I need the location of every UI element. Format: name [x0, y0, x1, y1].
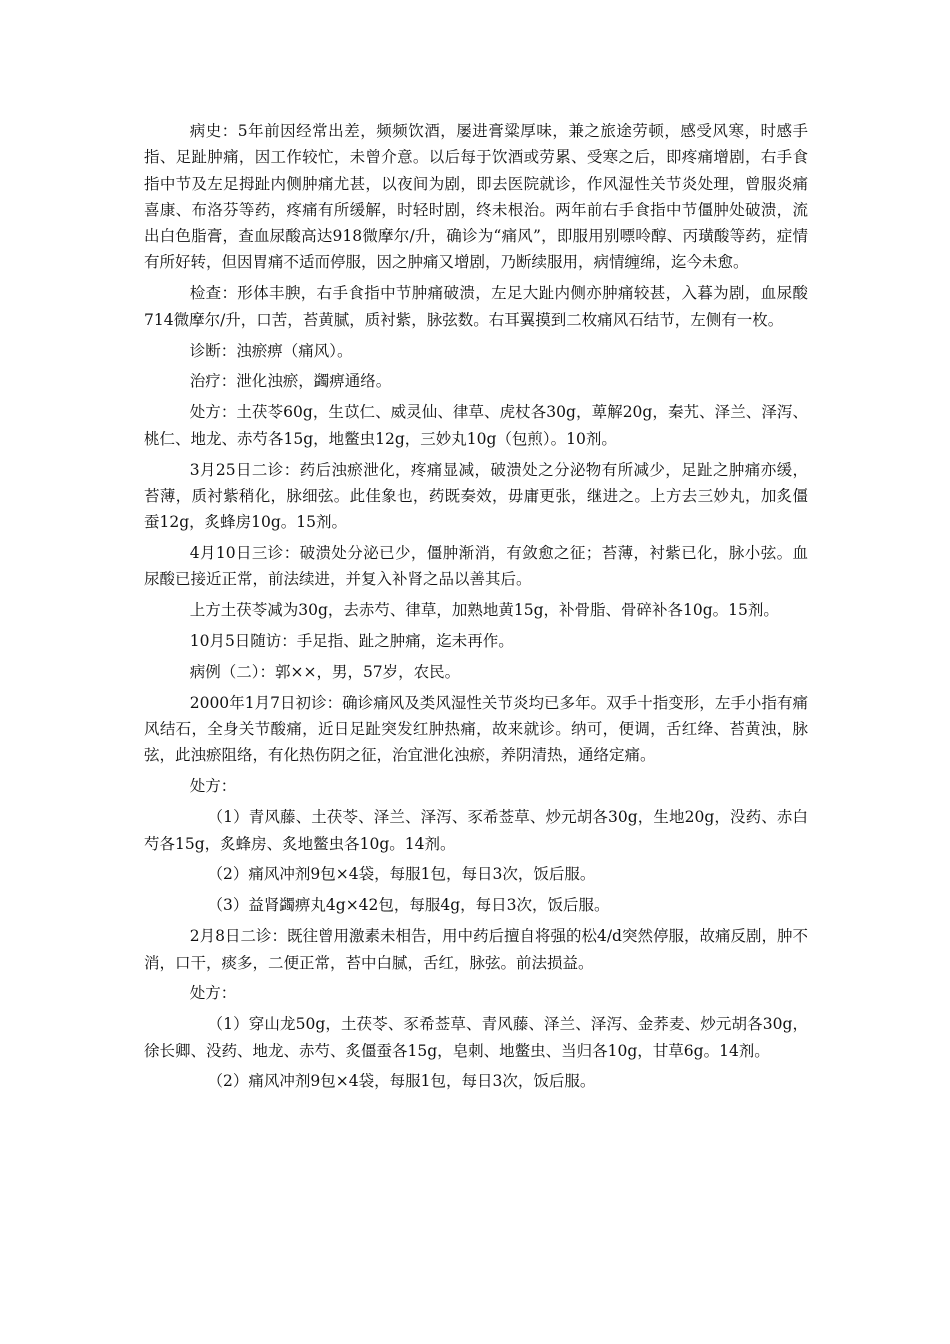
body-paragraph: 3月25日二诊：药后浊瘀泄化，疼痛显减，破溃处之分泌物有所减少，足趾之肿痛亦缓，苔薄，质衬紫稍化，脉细弦。此佳象也，药既奏效，毋庸更张，继进之。上方去三妙丸，加炙僵蚕12g，炙蜂房10g。15剂。 — [144, 460, 808, 532]
prescription-item: （3）益肾蠲痹丸4g×42包，每服4g，每日3次，饭后服。 — [207, 896, 610, 915]
body-paragraph: 检查：形体丰腴，右手食指中节肿痛破溃，左足大趾内侧亦肿痛较甚，入暮为剧，血尿酸714微摩尔/升，口苦，苔黄腻，质衬紫，脉弦数。右耳翼摸到二枚痛风石结节，左侧有一枚。 — [144, 284, 808, 329]
body-paragraph: 处方： — [189, 777, 237, 796]
body-paragraph: 诊断：浊瘀痹（痛风）。 — [189, 341, 353, 360]
body-paragraph: 上方土茯苓减为30g，去赤芍、律草，加熟地黄15g，补骨脂、骨碎补各10g。15剂。 — [189, 601, 779, 620]
body-paragraph: 2月8日二诊：既往曾用激素未相告，用中药后擅自将强的松4/d突然停服，故痛反剧，肿不消，口干，痰多，二便正常，苔中白腻，舌红，脉弦。前法损益。 — [144, 927, 808, 972]
prescription-item: （1）穿山龙50g，土茯苓、豕希莶草、青风藤、泽兰、泽泻、金荞麦、炒元胡各30g，徐长卿、没药、地龙、赤芍、炙僵蚕各15g，皂刺、地鳖虫、当归各10g，甘草6g。14剂。 — [144, 1015, 808, 1060]
document-page — [144, 118, 808, 1099]
prescription-item: （2）痛风冲剂9包×4袋，每服1包，每日3次，饭后服。 — [207, 1072, 596, 1091]
body-paragraph: 病例（二）：郭××，男，57岁，农民。 — [189, 662, 461, 681]
body-paragraph: 10月5日随访：手足指、趾之肿痛，迄未再作。 — [189, 632, 514, 651]
prescription-item: （1）青风藤、土茯苓、泽兰、泽泻、豕希莶草、炒元胡各30g，生地20g，没药、赤白芍各15g，炙蜂房、炙地鳖虫各10g。14剂。 — [144, 808, 808, 853]
body-paragraph: 处方： — [189, 984, 237, 1003]
body-paragraph: 病史：5年前因经常出差，频频饮酒，屡进膏粱厚味，兼之旅途劳顿，感受风寒，时感手指、足趾肿痛，因工作较忙，未曾介意。以后每于饮酒或劳累、受寒之后，即疼痛增剧，右手食指中节及左足拇趾内侧肿痛尤甚，以夜间为剧，即去医院就诊，作风湿性关节炎处理，曾服炎痛喜康、布洛芬等药，疼痛有所缓解，时轻时剧，终未根治。两年前右手食指中节僵肿处破溃，流出白色脂膏，查血尿酸高达918微摩尔/升，确诊为“痛风”，即服用别嘌呤醇、丙璜酸等药，症情有所好转，但因胃痛不适而停服，因之肿痛又增剧，乃断续服用，病情缠绵，迄今未愈。 — [144, 122, 808, 272]
body-paragraph: 4月10日三诊：破溃处分泌已少，僵肿渐消，有敛愈之征；苔薄，衬紫已化，脉小弦。血尿酸已接近正常，前法续进，并复入补肾之品以善其后。 — [144, 544, 808, 589]
body-paragraph: 治疗：泄化浊瘀，蠲痹通络。 — [189, 372, 392, 391]
body-paragraph: 2000年1月7日初诊：确诊痛风及类风湿性关节炎均已多年。双手十指变形，左手小指有痛风结石，全身关节酸痛，近日足趾突发红肿热痛，故来就诊。纳可，便调，舌红绛、苔黄浊，脉弦，此浊瘀阻络，有化热伤阴之征，治宜泄化浊瘀，养阴清热，通络定痛。 — [144, 693, 808, 765]
prescription-item: （2）痛风冲剂9包×4袋，每服1包，每日3次，饭后服。 — [207, 865, 596, 884]
body-paragraph: 处方：土茯苓60g，生苡仁、威灵仙、律草、虎杖各30g，萆解20g，秦艽、泽兰、泽泻、桃仁、地龙、赤芍各15g，地鳖虫12g，三妙丸10g（包煎）。10剂。 — [144, 403, 808, 448]
